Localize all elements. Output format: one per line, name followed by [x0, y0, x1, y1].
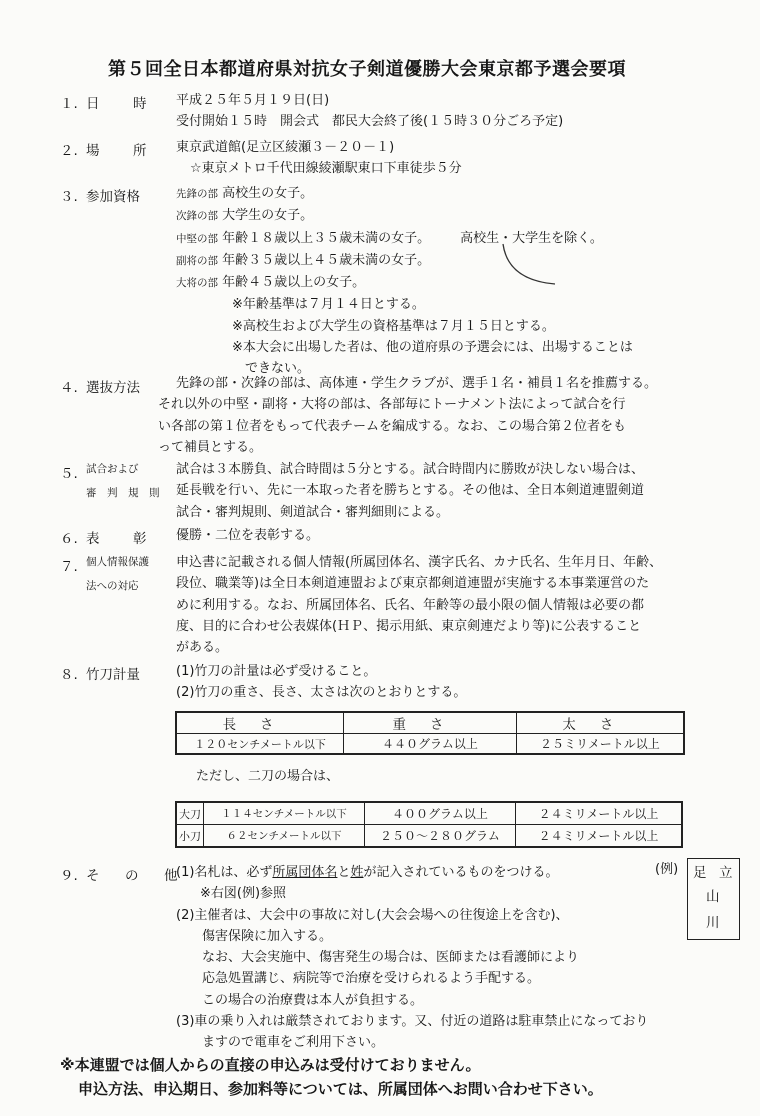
section-body: (1)竹刀の計量は必ず受けること。 (2)竹刀の重さ、長さ、太さは次のとおりとする。 — [176, 664, 467, 701]
table-cell: ４４０グラム以上 — [344, 734, 517, 755]
section-body: 申込書に記載される個人情報(所属団体名、漢字氏名、カナ氏名、生年月日、年齢、 段位、職業等)は全日本剣道連盟および東京都剣道連盟が実施する本事業運営のた めに利用する。なお、所属団体名、氏名、年齢等の最小限の個人情報は必要の都 度、目的に合わせ公表媒体(ＨＰ、掲示用紙、東京剣連だより等)に公表すること がある。 — [176, 555, 663, 656]
section-heading: 日 時 — [86, 96, 157, 112]
footer-inquiry: 申込方法、申込期日、参加料等については、所属団体へお問い合わせ下さい。 — [78, 1080, 603, 1098]
section-body: 東京武道館(足立区綾瀬３－２０－１) ☆東京メトロ千代田線綾瀬駅東口下車徒歩５分 — [176, 140, 462, 177]
qualification-list — [176, 183, 633, 380]
section-number: ５. — [60, 466, 78, 482]
table-cell: ２５ミリメートル以上 — [516, 734, 684, 755]
section-number: １. — [60, 96, 78, 112]
table-cell: 大刀 — [176, 802, 204, 825]
section-body: 試合は３本勝負、試合時間は５分とする。試合時間内に勝敗が決しない場合は、 延長戦を行い、先に一本取った者を勝ちとする。その他は、全日本剣道連盟剣道 試合・審判規則、剣道試合・審判細則による。 — [176, 462, 645, 520]
table-cell: ２４ミリメートル以上 — [516, 825, 683, 848]
shinai-spec-table — [175, 711, 685, 755]
page-title: 第５回全日本都道府県対抗女子剣道優勝大会東京都予選会要項 — [108, 59, 626, 80]
table-header-cell: 長さ — [176, 712, 344, 734]
section-heading: 参加資格 — [86, 189, 140, 205]
qualification-notes: ※年齢基準は７月１４日とする。 ※高校生および大学生の資格基準は７月１５日とする。 ※本大会に出場した者は、他の道府県の予選会には、出場することは できない。 — [232, 297, 633, 377]
qualification-row: 次鋒の部 大学生の女子。 — [176, 208, 314, 224]
example-label: (例) — [655, 862, 679, 877]
qualification-row: 先鋒の部 高校生の女子。 — [176, 186, 314, 201]
table-cell: １２０センチメートル以下 — [176, 734, 344, 755]
table-row — [176, 734, 684, 755]
name-tag-char: 足 — [693, 865, 707, 881]
qualification-row: 中堅の部 年齢１８歳以上３５歳未満の女子。 高校生・大学生を除く。 — [176, 230, 603, 246]
table-cell: 小刀 — [176, 825, 204, 848]
table-cell: ６２センチメートル以下 — [204, 825, 365, 848]
section-number: ４. — [60, 380, 78, 396]
qualification-row: 副将の部 年齢３５歳以上４５歳未満の女子。 — [176, 252, 431, 268]
footer-notice: ※本連盟では個人からの直接の申込みは受付けておりません。 — [60, 1056, 481, 1074]
handwritten-arc-mark — [500, 240, 560, 290]
section-number: ６. — [60, 531, 78, 547]
table-header-cell: 重さ — [344, 712, 517, 734]
table-row — [176, 825, 682, 848]
table-header-cell: 太さ — [516, 712, 684, 734]
section-heading: そ の 他 — [86, 868, 184, 884]
section-body: 先鋒の部・次鋒の部は、高体連・学生クラブが、選手１名・補員１名を推薦する。 それ以外の中堅・副将・大将の部は、各部毎にトーナメント法によって試合を行 い各部の第１位者をもって代表チームを編成する。なお、この場合第２位者をも って補員とする。 — [158, 376, 658, 455]
section-body: 優勝・二位を表彰する。 — [176, 528, 320, 543]
nito-intro: ただし、二刀の場合は、 — [196, 769, 340, 784]
table-cell: １１４センチメートル以下 — [204, 802, 365, 825]
section-number: ７. — [60, 559, 78, 575]
section-heading: 試合および 審 判 規 則 — [86, 463, 160, 499]
section-number: ８. — [60, 667, 78, 683]
other-item-1: (1)名札は、必ず所属団体名と姓が記入されているものをつける。 — [176, 865, 559, 880]
section-heading: 表 彰 — [86, 531, 157, 547]
nito-spec-table — [175, 801, 683, 848]
section-body: 平成２５年５月１９日(日) 受付開始１５時 開会式 都民大会終了後(１５時３０分ごろ予定) — [176, 93, 564, 130]
name-tag-example — [687, 858, 740, 940]
name-tag-char: 立 — [719, 865, 733, 881]
table-cell: ２５０～２８０グラム — [365, 825, 516, 848]
table-cell: ４００グラム以上 — [365, 802, 516, 825]
qualification-row: 大将の部 年齢４５歳以上の女子。 — [176, 275, 366, 291]
section-heading: 選抜方法 — [86, 380, 140, 396]
section-number: ３. — [60, 189, 78, 205]
section-heading: 竹刀計量 — [86, 667, 140, 683]
name-tag-char: 川 — [706, 915, 720, 931]
section-heading: 場 所 — [86, 143, 157, 159]
table-header-row — [176, 712, 684, 734]
section-number: ２. — [60, 143, 78, 159]
section-body: (1)名札は、必ず所属団体名と姓が記入されているものをつける。 ※右図(例)参照 (2)主催者は、大会中の事故に対し(大会会場への往復途上を含む)、 傷害保険に加入する。 なお、大会実施中、傷害発生の場合は、医師または看護師により 応急処置講じ、病院等で治療を受けられるよう手配する。 この場合の治療費は本人が負担する。 (3)車の乗り入れは厳禁されております。又、付近の道路は駐車禁止になっており ますので電車をご利用下さい。 — [176, 862, 648, 1054]
table-cell: ２４ミリメートル以上 — [516, 802, 683, 825]
section-heading: 個人情報保護 法への対応 — [86, 556, 149, 592]
name-tag-char: 山 — [706, 889, 720, 905]
section-number: ９. — [60, 868, 78, 884]
qualification-note: 高校生・大学生を除く。 — [460, 230, 603, 246]
table-row — [176, 802, 682, 825]
